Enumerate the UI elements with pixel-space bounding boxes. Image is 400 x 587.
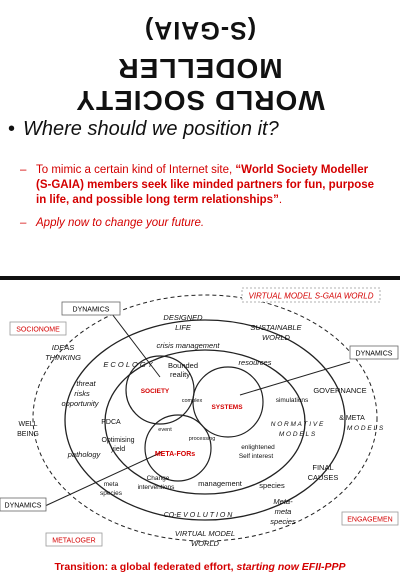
thinking-label: THINKING <box>45 353 81 362</box>
simulations-label: simulations <box>275 397 309 404</box>
sub-bullet-1 <box>20 163 386 208</box>
processing-label: processing <box>188 436 216 442</box>
well-label: WELL <box>18 421 38 428</box>
designed-label: DESIGNED <box>163 313 203 322</box>
diagram-labels <box>17 313 384 548</box>
virtual-model-label-2: WORLD <box>191 539 219 548</box>
pathology-label: pathology <box>67 450 101 459</box>
meta-meta-label-3: species <box>270 517 296 526</box>
models-outer-label: M O D E L S <box>346 425 384 432</box>
metaloger-label: METALOGER <box>52 537 96 545</box>
and-meta-label: & META <box>339 415 365 422</box>
meta-species-label-1: meta <box>103 481 119 488</box>
dynamics-top-label: DYNAMICS <box>72 306 110 314</box>
ecology-label: E C O L O G Y <box>103 360 153 369</box>
threat-label: threat <box>76 379 96 388</box>
sustainable-label: SUSTAINABLE <box>250 323 302 332</box>
causes-label: CAUSES <box>307 473 339 482</box>
sub1-suffix: . <box>278 194 283 206</box>
world-label: WORLD <box>262 333 290 342</box>
dash-marker: – <box>20 217 27 229</box>
slide-title-line1: (S-GAIA) <box>143 16 257 44</box>
dynamics-left-label: DYNAMICS <box>4 502 42 510</box>
enlightened-label: enlightened <box>241 444 275 451</box>
dynamics-right-label: DYNAMICS <box>355 350 393 358</box>
top-slide <box>0 0 400 276</box>
co-evolution-label: CO-E V O L U T I O N <box>163 512 233 519</box>
socionome-label: SOCIONOME <box>16 326 60 334</box>
virtual-model-label-1: VIRTUAL MODEL <box>174 529 236 538</box>
ecology-diagram <box>0 280 400 582</box>
complex-label: complex <box>181 398 203 404</box>
pdca-label: PDCA <box>101 419 121 426</box>
meta-fors-circle <box>145 415 211 481</box>
virtual-model-label: VIRTUAL MODEL S-GAIA WORLD <box>248 291 374 301</box>
optimising-label: Optimising <box>101 437 135 444</box>
bottom-slide <box>0 280 400 582</box>
meta-meta-label-2: meta <box>274 507 292 516</box>
management-label: management <box>198 479 242 488</box>
meta-fors-label: META-FORs <box>154 451 196 458</box>
interventions-label: interventions <box>137 484 175 491</box>
sub1-bold: “World Society Modeller (S-GAIA) members seek like minded partners for fun, purpose in life, and possible long term relationships” <box>36 164 375 206</box>
crisis-label: crisis management <box>156 341 220 350</box>
being-label: BEING <box>17 431 39 438</box>
reality-label: reality <box>169 370 191 379</box>
society-label: SOCIETY <box>140 388 170 395</box>
life-label: LIFE <box>175 323 191 332</box>
sub1-prefix: To mimic a certain kind of Internet site, <box>36 164 236 176</box>
footer-prefix: Transition: a global federated effort, <box>54 561 237 573</box>
transition-footer <box>0 561 400 573</box>
sub-bullet-2 <box>20 216 386 231</box>
opportunity-label: opportunity <box>61 399 99 408</box>
self-interest-label: Self interest <box>238 453 274 460</box>
slide-title-line2: WORLD SOCIETY MODELLER <box>75 53 325 116</box>
change-label: Change <box>146 475 170 482</box>
normative-label: N O R M A T I V E <box>270 421 324 428</box>
bullet-dot: • <box>8 118 16 140</box>
risks-label: risks <box>74 389 90 398</box>
engagement-label: ENGAGEMEN <box>347 516 393 524</box>
outer-ellipse <box>33 295 377 541</box>
bullet-text: Where should we position it? <box>23 118 279 140</box>
models-inner-label: M O D E L S <box>278 431 316 438</box>
yield-label: yield <box>110 446 126 453</box>
event-label: event <box>158 427 172 433</box>
main-bullet <box>8 118 279 141</box>
meta-meta-label-1: Meta- <box>273 497 293 506</box>
governance-label: GOVERNANCE <box>313 386 367 395</box>
resources-label: resources <box>238 358 272 367</box>
final-label: FINAL <box>312 463 334 472</box>
ideas-label: IDEAS <box>51 343 75 352</box>
systems-label: SYSTEMS <box>211 404 243 411</box>
species-label: species <box>259 481 285 490</box>
bounded-label: Bounded <box>167 361 199 370</box>
footer-italic: starting now EFII-PPP <box>236 561 346 573</box>
dash-marker: – <box>20 164 27 176</box>
meta-species-label-2: species <box>99 490 123 497</box>
sub2-text: Apply now to change your future. <box>36 217 205 229</box>
